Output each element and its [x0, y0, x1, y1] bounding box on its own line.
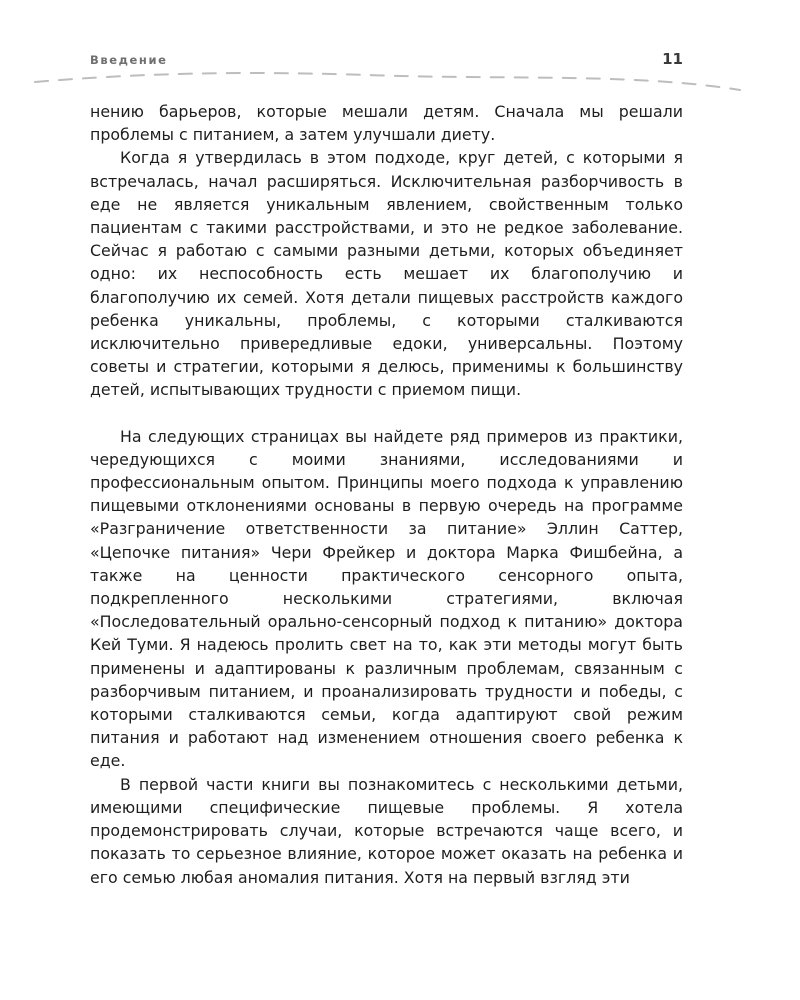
- body-text: [90, 100, 683, 889]
- paragraph: Когда я утвердилась в этом подходе, круг детей, с которыми я встречалась, начал расширяться. Исключительная разборчивость в еде не является уникальным явлением, свойственным только пациентам с такими расстройствами, и это не редкое заболевание. Сейчас я работаю с самыми разными детьми, которых объединяет одно: их неспособность есть мешает их благополучию и благополучию их семей. Хотя детали пищевых расстройств каждого ребенка уникальны, проблемы, с которыми сталкиваются исключительно привередливые едоки, универсальны. Поэтому советы и стратегии, которыми я делюсь, применимы к большинству детей, испытывающих трудности с приемом пищи.: [90, 148, 683, 400]
- decorative-wave-divider: [0, 70, 800, 100]
- page-number: 11: [662, 50, 683, 68]
- paragraph: На следующих страницах вы найдете ряд примеров из практики, чередующихся с моими знаниями, исследованиями и профессиональным опытом. Принципы моего подхода к управлению пищевыми отклонениями основаны в первую очередь на программе «Разграничение ответственности за питание» Эллин Саттер, «Цепочке питания» Чери Фрейкер и доктора Марка Фишбейна, а также на ценности практического сенсорного опыта, подкрепленного несколькими стратегиями, включая «Последовательный орально-сенсорный подход к питанию» доктора Кей Туми. Я надеюсь пролить свет на то, как эти методы могут быть применены и адаптированы к различным проблемам, связанным с разборчивым питанием, и проанализировать трудности и победы, с которыми сталкиваются семьи, когда адаптируют свой режим питания и работают над изменением отношения своего ребенка к еде.: [90, 426, 683, 771]
- page-header: [90, 50, 683, 72]
- section-title: Введение: [90, 53, 168, 67]
- paragraph: В первой части книги вы познакомитесь с несколькими детьми, имеющими специфические пищевые проблемы. Я хотела продемонстрировать случаи, которые встречаются чаще всего, и показать то серьезное влияние, которое может оказать на ребенка и его семью любая аномалия питания. Хотя на первый взгляд эти: [90, 774, 683, 887]
- paragraph-continuation: нению барьеров, которые мешали детям. Сначала мы решали проблемы с питанием, а затем улучшали диету.: [90, 102, 683, 145]
